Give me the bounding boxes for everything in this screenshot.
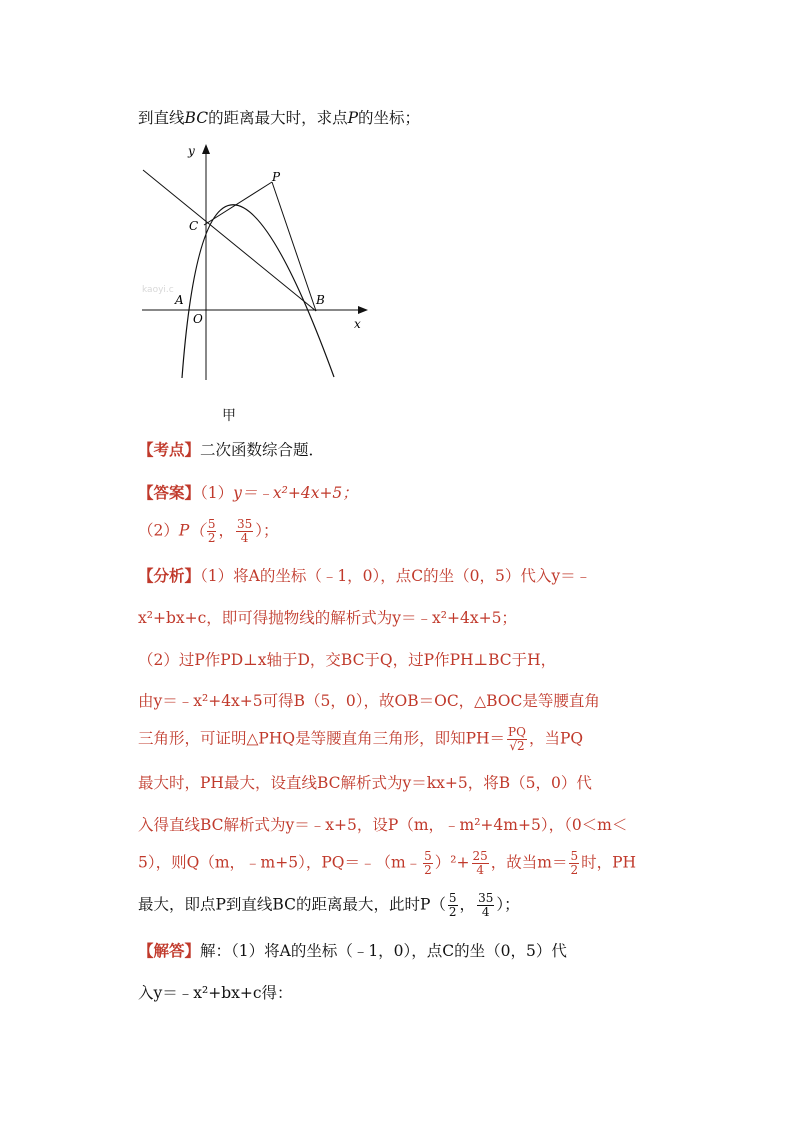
label-o: O	[193, 312, 203, 326]
frac-den: 2	[424, 863, 432, 877]
analysis-line-7: 入得直线BC解析式为y＝﹣x+5，设P（m，﹣m²+4m+5），（0＜m＜	[138, 816, 628, 834]
frac-den: 2	[570, 863, 579, 877]
answer-p1-prefix: （1）	[200, 484, 234, 502]
intro-bc: BC	[184, 109, 209, 127]
frac-num: 5	[207, 517, 216, 531]
figure-caption: 甲	[222, 408, 236, 424]
frac-num: 5	[570, 849, 579, 863]
label-a: A	[175, 293, 184, 307]
analysis-l8-frac-2	[472, 850, 489, 877]
analysis-line-1	[138, 564, 684, 588]
solution-line-1	[138, 939, 684, 963]
label-x: x	[354, 317, 361, 331]
frac-den: 2	[207, 531, 216, 545]
analysis-line-4: 由y＝﹣x²+4x+5可得B（5，0），故OB＝OC，△BOC是等腰直角	[138, 692, 600, 710]
analysis-l1: （1）将A的坐标（﹣1，0），点C的坐（0，5）代入y＝﹣	[200, 567, 592, 585]
label-p: P	[272, 170, 281, 184]
intro-text-3: 的坐标；	[358, 109, 421, 127]
frac-num: 35	[236, 517, 253, 531]
answer-p1-eq: y＝﹣x²+4x+5；	[233, 484, 358, 502]
frac-den: 4	[481, 905, 490, 919]
intro-text-1: 到直线	[138, 109, 185, 127]
analysis-line-9	[138, 892, 684, 919]
frac-num: 5	[424, 849, 432, 863]
analysis-l8d: 时，PH	[581, 853, 637, 872]
analysis-line-3: （2）过P作PD⊥x轴于D，交BC于Q，过P作PH⊥BC于H，	[138, 651, 557, 669]
analysis-l5-frac	[507, 726, 527, 753]
answer-p2-point: P（	[178, 521, 205, 540]
answer-sep: ，	[218, 521, 234, 540]
frac-num: 25	[472, 849, 488, 863]
analysis-tag: 【分析】	[138, 566, 201, 585]
frac-den: √2	[509, 739, 525, 753]
analysis-l8-frac-1	[423, 850, 433, 877]
analysis-line-6: 最大时，PH最大，设直线BC解析式为y＝kx+5，将B（5，0）代	[138, 774, 592, 792]
answer-p2-end: ）；	[255, 521, 279, 540]
solution-line-2: 入y＝﹣x²+bx+c得：	[138, 984, 293, 1002]
segment-pc	[204, 182, 272, 225]
analysis-l9-frac-2	[477, 892, 494, 919]
analysis-l5a: 三角形，可证明△PHQ是等腰直角三角形，即知PH＝	[138, 729, 506, 748]
analysis-l8a: 5），则Q（m，﹣m+5），PQ＝﹣（m﹣	[138, 853, 422, 872]
x-axis-arrow	[358, 306, 368, 314]
analysis-line-8	[138, 850, 684, 877]
label-b: B	[316, 293, 325, 307]
answer-line-2	[138, 518, 684, 545]
analysis-l8b: ）²+	[434, 853, 470, 872]
y-axis-arrow	[202, 144, 210, 154]
analysis-l9-frac-1	[448, 892, 458, 919]
intro-line	[138, 106, 684, 130]
kaodian-text: 二次函数综合题．	[200, 441, 325, 459]
analysis-l9a: 最大，即点P到直线BC的距离最大，此时P（	[138, 895, 446, 914]
answer-line-1	[138, 481, 684, 505]
label-y: y	[188, 144, 195, 158]
kaodian-line	[138, 438, 684, 462]
figure-watermark: kaoyi.c	[142, 285, 174, 295]
analysis-l9b: ）；	[496, 895, 520, 914]
analysis-line-5	[138, 726, 684, 753]
frac-den: 2	[448, 905, 457, 919]
parabola-curve	[182, 205, 334, 378]
parabola-figure	[138, 140, 378, 430]
intro-p: P	[347, 109, 359, 127]
analysis-l9-sep: ，	[459, 895, 476, 914]
label-c: C	[189, 219, 199, 233]
kaodian-tag: 【考点】	[138, 440, 201, 459]
answer-tag: 【答案】	[138, 483, 201, 502]
frac-den: 4	[240, 531, 249, 545]
segment-pb	[272, 182, 316, 311]
frac-num: 35	[478, 891, 494, 905]
answer-frac-a	[207, 518, 217, 545]
frac-den: 4	[476, 863, 484, 877]
analysis-l8c: ，故当m＝	[490, 853, 568, 872]
analysis-l5b: ，当PQ	[528, 729, 584, 748]
frac-num: PQ	[508, 725, 526, 739]
solution-tag: 【解答】	[138, 941, 201, 960]
analysis-l8-frac-3	[569, 850, 579, 877]
solution-l1: 解：（1）将A的坐标（﹣1，0），点C的坐（0，5）代	[200, 942, 567, 960]
frac-num: 5	[448, 891, 457, 905]
analysis-line-2: x²+bx+c，即可得抛物线的解析式为y＝﹣x²+4x+5；	[138, 609, 517, 627]
answer-frac-b	[236, 518, 253, 545]
answer-p2-prefix: （2）	[138, 521, 179, 540]
intro-text-2: 的距离最大时，求点	[208, 109, 348, 127]
